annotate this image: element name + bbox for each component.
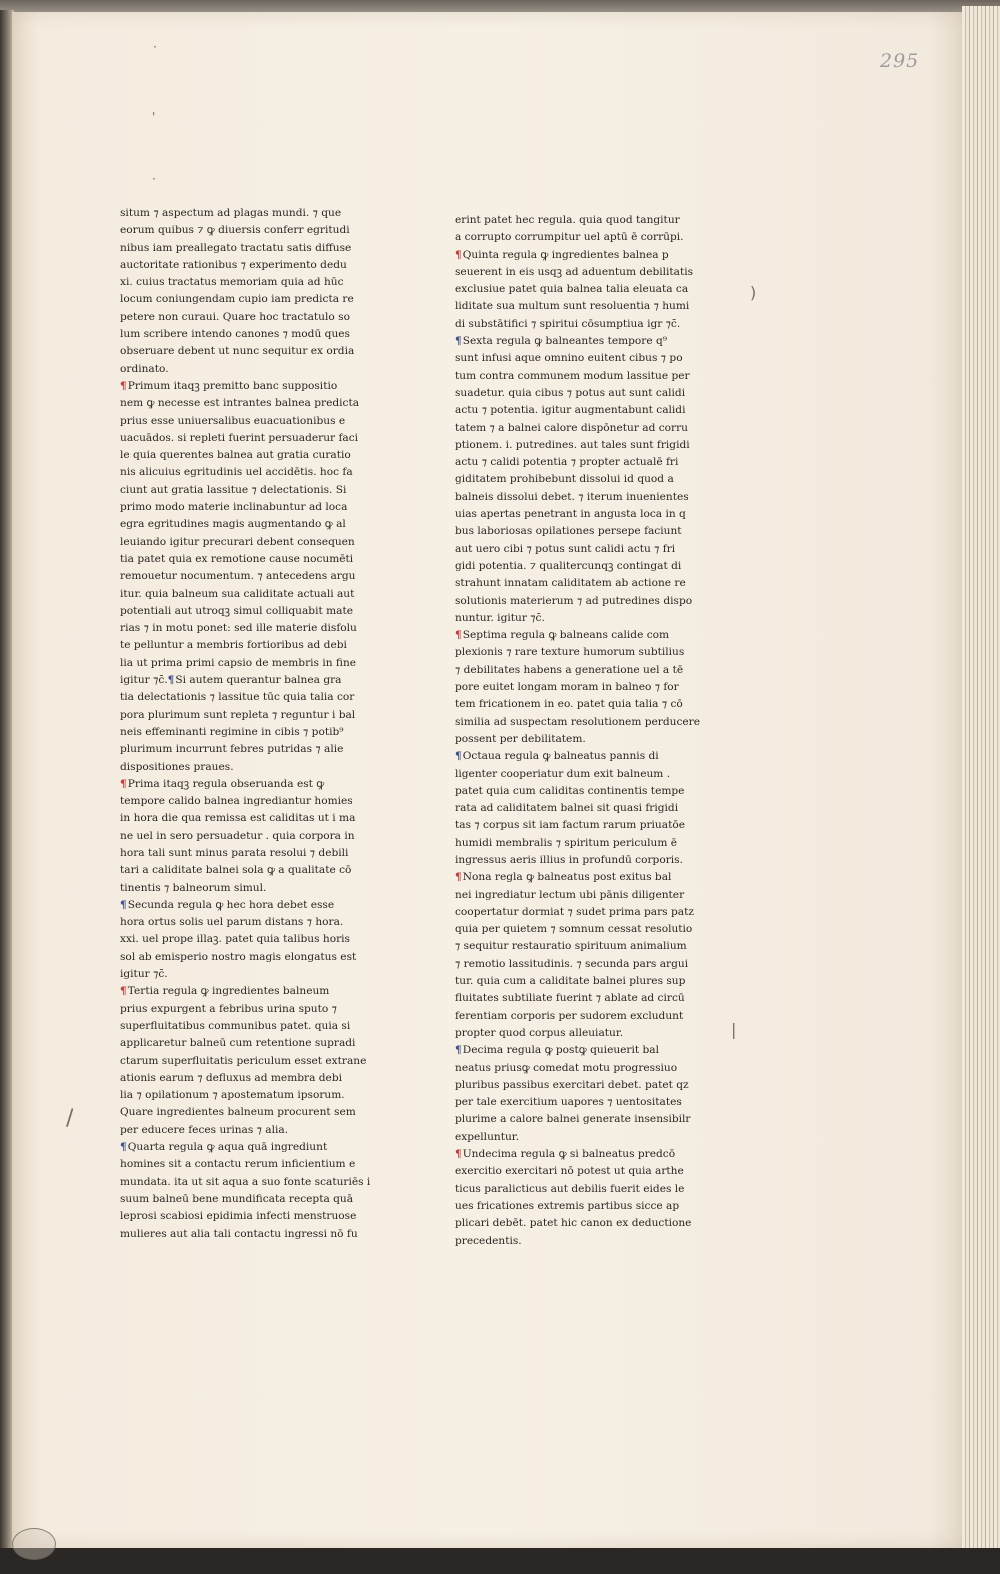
paragraph-mark: ¶ — [455, 629, 462, 642]
text-line — [455, 644, 735, 661]
text-line — [120, 430, 390, 447]
text-line — [455, 852, 735, 869]
text-line — [455, 506, 735, 523]
text-line — [455, 1042, 735, 1059]
line-text: tari a caliditate balnei sola ꝙ a qualitate cō — [120, 864, 352, 877]
text-line — [455, 454, 735, 471]
line-text: strahunt innatam caliditatem ab actione re — [455, 577, 686, 590]
line-text: plurimum incurrunt febres putridas ⁊ alie — [120, 743, 344, 756]
line-text: tempore calido balnea ingrediantur homies — [120, 795, 353, 808]
line-text: nis alicuius egritudinis uel accidētis. hoc fa — [120, 466, 353, 479]
text-line — [120, 551, 390, 568]
line-text: di substātifici ⁊ spiritui cōsumptiua igr ⁊c̄. — [455, 317, 681, 330]
text-line — [455, 333, 735, 350]
text-line — [120, 499, 390, 516]
text-line — [120, 620, 390, 637]
line-text: nei ingrediatur lectum ubi pānis diligenter — [455, 888, 685, 901]
line-text: mundata. ita ut sit aqua a suo fonte scaturiēs i — [120, 1175, 371, 1188]
text-line — [120, 291, 390, 308]
line-text: ciunt aut gratia lassitue ⁊ delectationis. Si — [120, 483, 347, 496]
line-text: petere non curaui. Quare hoc tractatulo so — [120, 310, 350, 323]
line-text: pora plurimum sunt repleta ⁊ reguntur i bal — [120, 708, 356, 721]
line-text: sunt infusi aque omnino euitent cibus ⁊ po — [455, 352, 683, 365]
text-line — [455, 1146, 735, 1163]
text-line — [455, 471, 735, 488]
text-line — [455, 264, 735, 281]
line-text: possent per debilitatem. — [455, 732, 586, 745]
margin-mark: | — [731, 1020, 737, 1039]
line-text: tia delectationis ⁊ lassitue tūc quia talia cor — [120, 691, 355, 704]
text-line — [455, 800, 735, 817]
line-text: ues fricationes extremis partibus sicce ap — [455, 1199, 680, 1212]
text-line — [455, 869, 735, 886]
text-line — [120, 862, 390, 879]
line-text: locum coniungendam cupio iam predicta re — [120, 293, 354, 306]
line-text: seuerent in eis usqꝫ ad aduentum debilitatis — [455, 265, 694, 278]
text-line — [120, 1174, 390, 1191]
text-line — [120, 897, 390, 914]
text-line — [455, 402, 735, 419]
text-line — [455, 696, 735, 713]
text-line — [120, 949, 390, 966]
line-text: gidi potentia. ⁊ qualitercunqꝫ contingat di — [455, 559, 682, 572]
line-text: liditate sua multum sunt resoluentia ⁊ humi — [455, 300, 690, 313]
text-line — [120, 741, 390, 758]
line-text: primo modo materie inclinabuntur ad loca — [120, 501, 348, 514]
text-line — [455, 489, 735, 506]
text-line — [120, 1226, 390, 1243]
line-text: prius esse uniuersalibus euacuationibus e — [120, 414, 346, 427]
line-text: Octaua regula ꝙ balneatus pannis di — [462, 750, 659, 763]
text-line — [120, 845, 390, 862]
paragraph-mark: ¶ — [120, 985, 127, 998]
text-column-left — [120, 205, 390, 1243]
text-line — [455, 575, 735, 592]
line-text: Septima regula ꝙ balneans calide com — [462, 629, 670, 642]
line-text: tinentis ⁊ balneorum simul. — [120, 881, 267, 894]
line-text: te pelluntur a membris fortioribus ad debi — [120, 639, 347, 652]
line-text: erint patet hec regula. quia quod tangitur — [455, 214, 680, 226]
text-line — [120, 1070, 390, 1087]
text-line — [120, 707, 390, 724]
line-text: per educere feces urinas ⁊ alia. — [120, 1123, 289, 1136]
text-line — [455, 887, 735, 904]
text-line — [455, 1094, 735, 1111]
text-line — [120, 1191, 390, 1208]
line-text: ctarum superfluitatis periculum esset extrane — [120, 1054, 367, 1067]
line-text: uias apertas penetrant in angusta loca in q — [455, 508, 686, 521]
line-text: le quia querentes balnea aut gratia curatio — [120, 449, 351, 462]
margin-mark: · — [153, 40, 157, 54]
text-line — [455, 783, 735, 800]
line-text: nuntur. igitur ⁊c̄. — [455, 611, 545, 624]
text-line — [120, 983, 390, 1000]
viewer-bottom-edge — [0, 1548, 1000, 1574]
text-line — [120, 655, 390, 672]
text-line — [455, 1129, 735, 1146]
text-line — [120, 1139, 390, 1156]
page-stack-edges — [962, 6, 1000, 1552]
text-line — [120, 205, 390, 222]
text-line — [455, 558, 735, 575]
text-line — [120, 586, 390, 603]
text-line — [120, 672, 390, 689]
text-line — [120, 1156, 390, 1173]
line-text: Secunda regula ꝙ hec hora debet esse — [127, 898, 335, 911]
line-text: ⁊ debilitates habens a generatione uel a tē — [455, 663, 684, 676]
line-text: balneis dissolui debet. ⁊ iterum inuenientes — [455, 490, 689, 503]
text-line — [120, 724, 390, 741]
text-line — [455, 662, 735, 679]
text-line — [120, 482, 390, 499]
line-text: auctoritate rationibus ⁊ experimento dedu — [120, 258, 347, 271]
line-text: neis effeminanti regimine in cibis ⁊ potib⁹ — [120, 725, 344, 738]
line-text: actu ⁊ potentia. igitur augmentabunt calidi — [455, 404, 686, 417]
line-text: itur. quia balneum sua caliditate actuali aut — [120, 587, 355, 600]
text-line — [120, 1035, 390, 1052]
text-line — [455, 368, 735, 385]
line-text: ptionem. i. putredines. aut tales sunt frigidi — [455, 438, 690, 451]
text-line — [120, 395, 390, 412]
text-line — [120, 1001, 390, 1018]
text-line — [455, 1181, 735, 1198]
paragraph-mark: ¶ — [120, 1141, 127, 1154]
line-text: situm ⁊ aspectum ad plagas mundi. ⁊ que — [120, 207, 342, 219]
text-line — [120, 1018, 390, 1035]
paragraph-mark: ¶ — [455, 871, 462, 884]
line-text: ingressus aeris illius in profundū corporis. — [455, 853, 683, 866]
line-text: precedentis. — [455, 1234, 522, 1247]
text-line — [120, 447, 390, 464]
text-line — [120, 274, 390, 291]
line-text: ⁊ remotio lassitudinis. ⁊ secunda pars argui — [455, 957, 689, 970]
line-text: igitur ⁊c̄. — [120, 968, 168, 981]
margin-mark: / — [66, 1106, 74, 1131]
text-line — [120, 603, 390, 620]
line-text: lia ut prima primi capsio de membris in fine — [120, 656, 357, 669]
text-line — [455, 748, 735, 765]
text-line — [455, 316, 735, 333]
text-line — [455, 1008, 735, 1025]
line-text: patet quia cum caliditas continentis tempe — [455, 784, 685, 797]
line-text: hora ortus solis uel parum distans ⁊ hora. — [120, 916, 344, 929]
line-text: tem fricationem in eo. patet quia talia ⁊ cō — [455, 698, 683, 711]
line-text: dispositiones praues. — [120, 760, 234, 773]
margin-mark: · — [152, 172, 156, 186]
text-line — [120, 793, 390, 810]
line-text: expelluntur. — [455, 1130, 520, 1143]
text-line — [120, 637, 390, 654]
text-line — [455, 679, 735, 696]
line-text: ligenter cooperiatur dum exit balneum . — [455, 767, 671, 780]
text-line — [455, 990, 735, 1007]
text-line — [455, 298, 735, 315]
line-text: mulieres aut alia tali contactu ingressi nō fu — [120, 1227, 358, 1240]
text-line — [455, 766, 735, 783]
line-text: potentiali aut utroqꝫ simul colliquabit mate — [120, 604, 353, 617]
text-column-right — [455, 212, 735, 1250]
text-line — [455, 247, 735, 264]
text-line — [120, 240, 390, 257]
text-line — [455, 212, 735, 229]
text-line — [455, 1111, 735, 1128]
line-text: obseruare debent ut nunc sequitur ex ordia — [120, 345, 355, 358]
line-text: suum balneū bene mundificata recepta quā — [120, 1192, 354, 1205]
line-text: xi. cuius tractatus memoriam quia ad hūc — [120, 276, 344, 289]
paragraph-mark: ¶ — [455, 335, 462, 348]
paragraph-mark: ¶ — [455, 1148, 462, 1161]
text-line — [455, 593, 735, 610]
text-line — [120, 378, 390, 395]
line-text: exclusiue patet quia balnea talia eleuata ca — [455, 283, 689, 296]
text-line — [120, 1208, 390, 1225]
text-line — [120, 343, 390, 360]
line-text: ticus paralicticus aut debilis fuerit eides le — [455, 1182, 685, 1195]
line-text: hora tali sunt minus parata resolui ⁊ debili — [120, 846, 349, 859]
line-text: plexionis ⁊ rare texture humorum subtilius — [455, 646, 685, 659]
line-text: ordinato. — [120, 362, 169, 375]
line-text: actu ⁊ calidi potentia ⁊ propter actualē fri — [455, 456, 679, 469]
library-stamp — [12, 1528, 56, 1560]
text-line — [455, 714, 735, 731]
folio-number: 295 — [880, 50, 920, 72]
line-text: exercitio exercitari nō potest ut quia arthe — [455, 1165, 684, 1178]
text-line — [120, 309, 390, 326]
text-line — [455, 835, 735, 852]
paragraph-mark: ¶ — [455, 1044, 462, 1057]
line-text: remouetur nocumentum. ⁊ antecedens argu — [120, 570, 356, 583]
text-line — [455, 541, 735, 558]
text-line — [455, 731, 735, 748]
line-text: egra egritudines magis augmentando ꝙ al — [120, 518, 346, 531]
line-text: nem ꝙ necesse est intrantes balnea predicta — [120, 397, 360, 410]
text-line — [455, 1198, 735, 1215]
text-line — [120, 810, 390, 827]
line-text: ne uel in sero persuadetur . quia corpora in — [120, 829, 355, 842]
line-text: Nona regla ꝙ balneatus post exitus bal — [462, 871, 672, 884]
line-text: Quare ingredientes balneum procurent sem — [120, 1106, 356, 1119]
line-text: tia patet quia ex remotione cause nocumēti — [120, 552, 354, 565]
line-text: uacuādos. si repleti fuerint persuaderur faci — [120, 431, 359, 444]
line-text: per tale exercitium uapores ⁊ uentositates — [455, 1096, 682, 1109]
text-line — [455, 1060, 735, 1077]
line-text: Si autem querantur balnea gra — [175, 674, 342, 687]
text-line — [120, 1087, 390, 1104]
text-line — [120, 361, 390, 378]
line-text: propter quod corpus alleuiatur. — [455, 1026, 624, 1039]
paragraph-mark: ¶ — [167, 674, 175, 687]
line-text: Quinta regula ꝙ ingredientes balnea p — [462, 248, 669, 261]
text-line — [120, 326, 390, 343]
text-line — [120, 568, 390, 585]
text-line — [455, 627, 735, 644]
text-line — [455, 437, 735, 454]
line-text: aut uero cibi ⁊ potus sunt calidi actu ⁊ fri — [455, 542, 676, 555]
line-text: tas ⁊ corpus sit iam factum rarum priuatōe — [455, 819, 685, 832]
line-text: sol ab emisperio nostro magis elongatus est — [120, 950, 357, 963]
line-text: igitur ⁊c̄. — [120, 674, 168, 687]
text-line — [455, 904, 735, 921]
line-text: similia ad suspectam resolutionem perducere — [455, 715, 700, 728]
line-text: bus laboriosas opilationes persepe faciunt — [455, 525, 682, 538]
text-line — [120, 914, 390, 931]
line-text: applicaretur balneū cum retentione supradi — [120, 1037, 356, 1050]
line-text: fluitates subtiliate fuerint ⁊ ablate ad circū — [455, 992, 685, 1005]
line-text: superfluitatibus communibus patet. quia si — [120, 1019, 351, 1032]
text-line — [455, 938, 735, 955]
line-text: Quarta regula ꝙ aqua quā ingrediunt — [127, 1141, 328, 1154]
line-text: Undecima regula ꝙ si balneatus predcō — [462, 1148, 676, 1161]
line-text: ferentiam corporis per sudorem excludunt — [455, 1009, 684, 1022]
text-line — [455, 281, 735, 298]
text-line — [455, 523, 735, 540]
text-line — [455, 1233, 735, 1250]
text-line — [120, 689, 390, 706]
line-text: solutionis materierum ⁊ ad putredines dispo — [455, 594, 693, 607]
line-text: rias ⁊ in motu ponet: sed ille materie disfolu — [120, 622, 357, 635]
text-line — [455, 420, 735, 437]
line-text: xxi. uel prope illaꝫ. patet quia talibus horis — [120, 933, 350, 946]
text-line — [120, 966, 390, 983]
text-line — [120, 776, 390, 793]
line-text: ⁊ sequitur restauratio spirituum animalium — [455, 940, 687, 953]
line-text: neatus priusꝙ comedat motu progressiuo — [455, 1061, 678, 1074]
line-text: pluribus passibus exercitari debet. patet qz — [455, 1078, 689, 1091]
line-text: plurime a calore balnei generate insensibilr — [455, 1113, 691, 1126]
text-line — [455, 229, 735, 246]
line-text: leuiando igitur precurari debent consequen — [120, 535, 355, 548]
line-text: prius expurgent a febribus urina sputo ⁊ — [120, 1002, 337, 1015]
text-line — [455, 921, 735, 938]
text-line — [120, 222, 390, 239]
text-line — [455, 956, 735, 973]
text-line — [120, 464, 390, 481]
line-text: giditatem prohibebunt dissolui id quod a — [455, 473, 674, 486]
text-line — [120, 516, 390, 533]
line-text: suadetur. quia cibus ⁊ potus aut sunt calidi — [455, 386, 686, 399]
line-text: eorum quibus ⁊ ꝙ diuersis conferr egritudi — [120, 224, 350, 237]
line-text: tum contra communem modum lassitue per — [455, 369, 690, 382]
text-line — [120, 828, 390, 845]
text-line — [455, 385, 735, 402]
line-text: humidi membralis ⁊ spiritum periculum ē — [455, 836, 678, 849]
text-line — [120, 880, 390, 897]
line-text: Sexta regula ꝙ balneantes tempore q⁹ — [462, 335, 668, 348]
line-text: homines sit a contactu rerum inficientium e — [120, 1158, 356, 1171]
paragraph-mark: ¶ — [120, 777, 127, 790]
line-text: rata ad caliditatem balnei sit quasi frigidi — [455, 802, 679, 815]
margin-mark: ) — [750, 283, 757, 302]
text-line — [455, 350, 735, 367]
text-line — [455, 973, 735, 990]
line-text: Tertia regula ꝙ ingredientes balneum — [127, 985, 330, 998]
text-line — [120, 257, 390, 274]
line-text: Decima regula ꝙ postꝙ quieuerit bal — [462, 1044, 659, 1057]
line-text: ationis earum ⁊ defluxus ad membra debi — [120, 1071, 342, 1084]
paragraph-mark: ¶ — [455, 750, 462, 763]
line-text: quia per quietem ⁊ somnum cessat resolutio — [455, 923, 693, 936]
margin-mark: ' — [152, 110, 156, 124]
text-line — [120, 1122, 390, 1139]
line-text: Primum itaqꝫ premitto banc suppositio — [127, 379, 338, 392]
line-text: lia ⁊ opilationum ⁊ apostematum ipsorum. — [120, 1089, 345, 1102]
paragraph-mark: ¶ — [120, 379, 127, 392]
text-line — [120, 1053, 390, 1070]
line-text: leprosi scabiosi epidimia infecti menstruose — [120, 1210, 357, 1223]
text-line — [455, 1163, 735, 1180]
text-line — [120, 931, 390, 948]
line-text: plicari debēt. patet hic canon ex deductione — [455, 1217, 692, 1230]
paragraph-mark: ¶ — [120, 898, 127, 911]
line-text: pore euitet longam moram in balneo ⁊ for — [455, 681, 679, 694]
line-text: tatem ⁊ a balnei calore dispōnetur ad corru — [455, 421, 688, 434]
text-line — [455, 610, 735, 627]
line-text: in hora die qua remissa est caliditas ut i ma — [120, 812, 356, 825]
paragraph-mark: ¶ — [455, 248, 462, 261]
text-line — [455, 1077, 735, 1094]
line-text: tur. quia cum a caliditate balnei plures sup — [455, 975, 686, 988]
text-line — [455, 817, 735, 834]
line-text: lum scribere intendo canones ⁊ modū ques — [120, 328, 350, 341]
text-line — [455, 1215, 735, 1232]
text-line — [120, 534, 390, 551]
text-line — [120, 413, 390, 430]
line-text: a corrupto corrumpitur uel aptū ē corrūpi. — [455, 231, 684, 244]
text-line — [455, 1025, 735, 1042]
text-line — [120, 1104, 390, 1121]
line-text: nibus iam preallegato tractatu satis diffuse — [120, 241, 352, 254]
text-line — [120, 759, 390, 776]
line-text: Prima itaqꝫ regula obseruanda est ꝙ — [127, 777, 325, 790]
line-text: coopertatur dormiat ⁊ sudet prima pars patz — [455, 905, 694, 918]
